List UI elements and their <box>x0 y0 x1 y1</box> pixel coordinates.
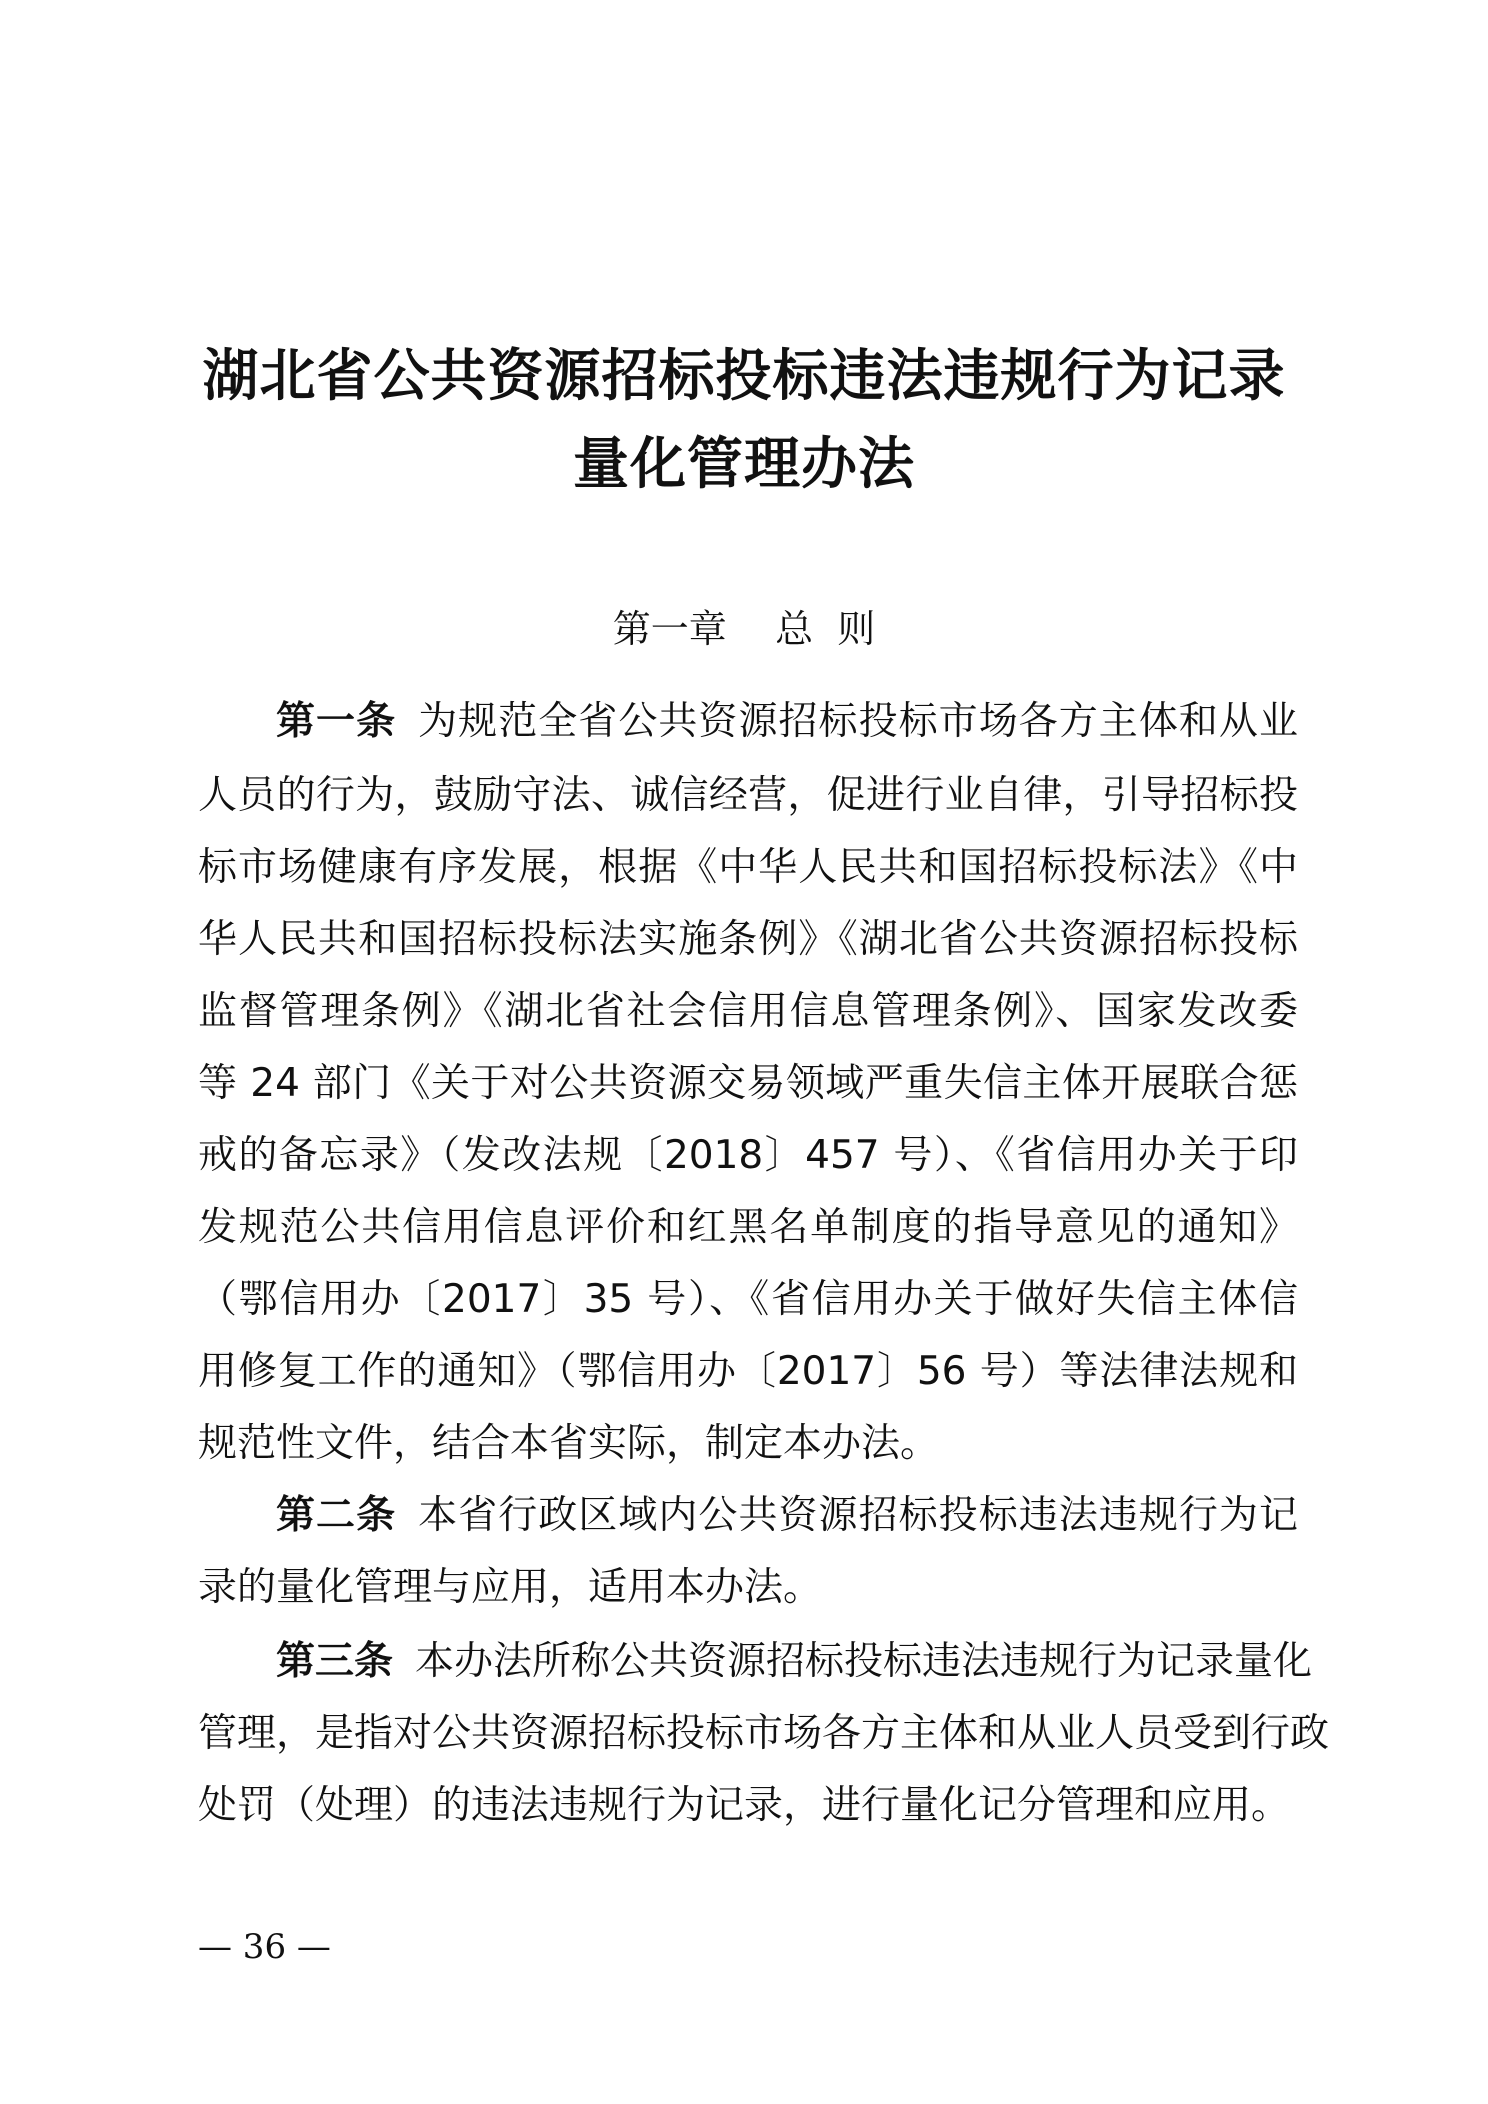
article-1-line-9: （鄂信用办〔2017〕35 号）、《省信用办关于做好失信主体信 <box>198 1277 1298 1322</box>
chapter-heading: 第一章 总 则 <box>612 607 876 651</box>
document-title-line-2: 量化管理办法 <box>573 431 915 497</box>
article-3-label: 第三条 <box>276 1638 394 1684</box>
article-3-line-3: 处罚（处理）的违法违规行为记录，进行量化记分管理和应用。 <box>198 1783 1291 1828</box>
article-2-text: 本省行政区域内公共资源招标投标违法违规行为记 <box>418 1493 1298 1538</box>
document-title-line-1: 湖北省公共资源招标投标违法违规行为记录 <box>202 343 1286 409</box>
page-number: — 36 — <box>198 1927 331 1967</box>
article-1-line-3: 标市场健康有序发展，根据《中华人民共和国招标投标法》《中 <box>198 845 1298 890</box>
article-3-text: 本办法所称公共资源招标投标违法违规行为记录量化 <box>415 1639 1313 1684</box>
article-1-line-2: 人员的行为，鼓励守法、诚信经营，促进行业自律，引导招标投 <box>198 773 1298 818</box>
article-2-line-1 <box>198 1492 1298 1538</box>
article-1-text: 为规范全省公共资源招标投标市场各方主体和从业 <box>418 699 1298 744</box>
article-1-line-6: 等 24 部门《关于对公共资源交易领域严重失信主体开展联合惩 <box>198 1061 1298 1106</box>
article-2-label: 第二条 <box>276 1492 397 1538</box>
article-1-line-8: 发规范公共信用信息评价和红黑名单制度的指导意见的通知》 <box>198 1205 1298 1250</box>
article-1-line-7: 戒的备忘录》（发改法规〔2018〕457 号）、《省信用办关于印 <box>198 1133 1298 1178</box>
article-1-label: 第一条 <box>276 698 397 744</box>
article-1-line-10: 用修复工作的通知》（鄂信用办〔2017〕56 号）等法律法规和 <box>198 1349 1298 1394</box>
article-3-line-2: 管理，是指对公共资源招标投标市场各方主体和从业人员受到行政 <box>198 1711 1330 1756</box>
article-3-line-1 <box>198 1638 1313 1684</box>
article-1-line-1 <box>198 698 1298 744</box>
article-1-line-5: 监督管理条例》《湖北省社会信用信息管理条例》、国家发改委 <box>198 989 1298 1034</box>
article-2-line-2: 录的量化管理与应用，适用本办法。 <box>198 1565 823 1610</box>
article-1-line-11: 规范性文件，结合本省实际，制定本办法。 <box>198 1421 940 1466</box>
article-1-line-4: 华人民共和国招标投标法实施条例》《湖北省公共资源招标投标 <box>198 917 1298 962</box>
